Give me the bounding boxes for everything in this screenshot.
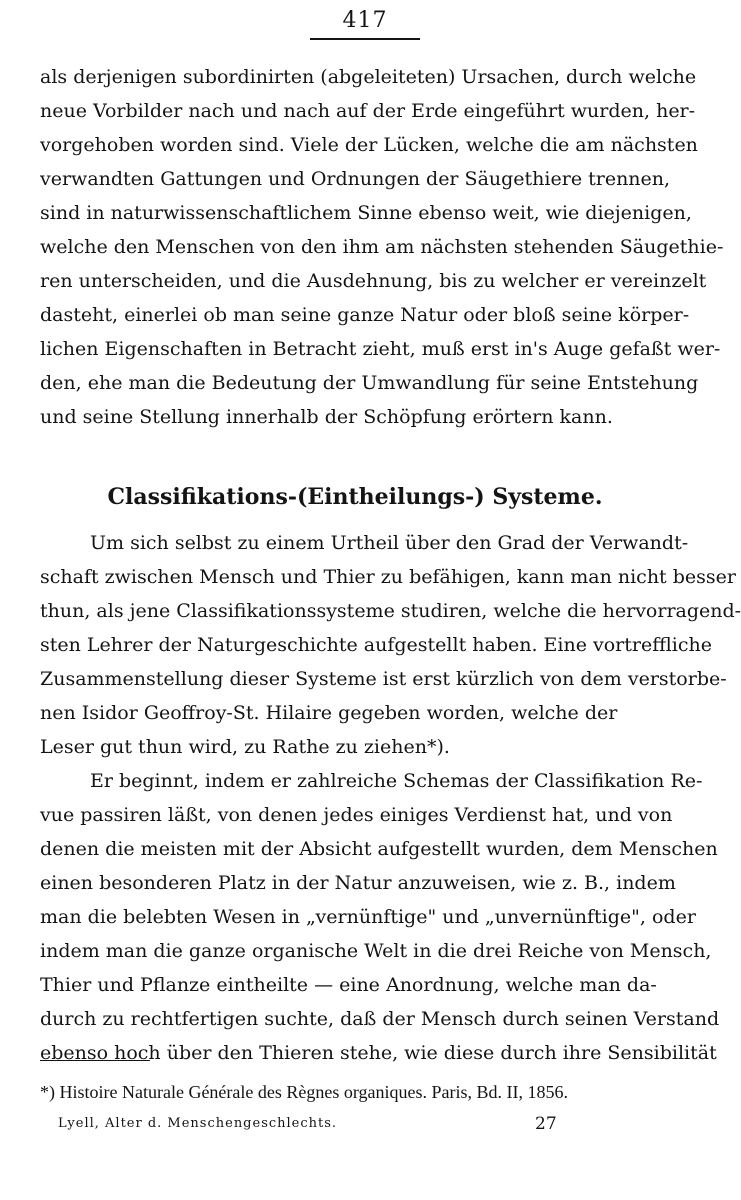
text-line: vorgehoben worden sind. Viele der Lücken, welche die am nächsten bbox=[40, 134, 698, 156]
header-rule bbox=[310, 38, 420, 40]
footnote-rule bbox=[40, 1060, 150, 1061]
text-line: dasteht, einerlei ob man seine ganze Natur oder bloß seine körper- bbox=[40, 304, 690, 326]
text-line: thun, als jene Classifikationssysteme studiren, welche die hervorragend- bbox=[40, 600, 741, 622]
text-line: lichen Eigenschaften in Betracht zieht, muß erst in's Auge gefaßt wer- bbox=[40, 338, 721, 360]
text-line: man die belebten Wesen in „vernünftige" und „unvernünftige", oder bbox=[40, 906, 696, 928]
text-line: ren unterscheiden, und die Ausdehnung, bis zu welcher er vereinzelt bbox=[40, 270, 707, 292]
text-line: sind in naturwissenschaftlichem Sinne ebenso weit, wie diejenigen, bbox=[40, 202, 692, 224]
text-line: neue Vorbilder nach und nach auf der Erde eingeführt wurden, her- bbox=[40, 100, 696, 122]
text-line: ebenso hoch über den Thieren stehe, wie diese durch ihre Sensibilität bbox=[40, 1042, 717, 1064]
printer-signature: Lyell, Alter d. Menschengeschlechts. bbox=[58, 1116, 338, 1131]
text-line: welche den Menschen von den ihm am nächsten stehenden Säugethie- bbox=[40, 236, 724, 258]
text-line: Leser gut thun wird, zu Rathe zu ziehen*). bbox=[40, 736, 450, 758]
text-line: indem man die ganze organische Welt in die drei Reiche von Mensch, bbox=[40, 940, 712, 962]
sheet-number: 27 bbox=[535, 1114, 557, 1134]
text-line: vue passiren läßt, von denen jedes einiges Verdienst hat, und von bbox=[40, 804, 673, 826]
text-line: durch zu rechtfertigen suchte, daß der Mensch durch seinen Verstand bbox=[40, 1008, 720, 1030]
text-line: den, ehe man die Bedeutung der Umwandlung für seine Entstehung bbox=[40, 372, 699, 394]
text-line: einen besonderen Platz in der Natur anzuweisen, wie z. B., indem bbox=[40, 872, 676, 894]
text-line: denen die meisten mit der Absicht aufgestellt wurden, dem Menschen bbox=[40, 838, 718, 860]
text-line: sten Lehrer der Naturgeschichte aufgestellt haben. Eine vortreffliche bbox=[40, 634, 713, 656]
text-line: Um sich selbst zu einem Urtheil über den Grad der Verwandt- bbox=[90, 532, 689, 554]
text-line: Er beginnt, indem er zahlreiche Schemas der Classifikation Re- bbox=[90, 770, 703, 792]
text-line: verwandten Gattungen und Ordnungen der Säugethiere trennen, bbox=[40, 168, 671, 190]
text-line: Thier und Pflanze eintheilte — eine Anordnung, welche man da- bbox=[40, 974, 657, 996]
text-line: Zusammenstellung dieser Systeme ist erst kürzlich von dem verstorbe- bbox=[40, 668, 727, 690]
text-line: nen Isidor Geoffroy-St. Hilaire gegeben worden, welche der bbox=[40, 702, 618, 724]
text-line: und seine Stellung innerhalb der Schöpfung erörtern kann. bbox=[40, 406, 613, 428]
page-number: 417 bbox=[342, 8, 388, 33]
footnote: *) Histoire Naturale Générale des Règnes organiques. Paris, Bd. II, 1856. bbox=[40, 1082, 569, 1102]
text-line: schaft zwischen Mensch und Thier zu befähigen, kann man nicht besser bbox=[40, 566, 736, 588]
section-heading: Classifikations-(Eintheilungs-) Systeme. bbox=[107, 484, 603, 510]
text-line: als derjenigen subordinirten (abgeleiteten) Ursachen, durch welche bbox=[40, 66, 697, 88]
